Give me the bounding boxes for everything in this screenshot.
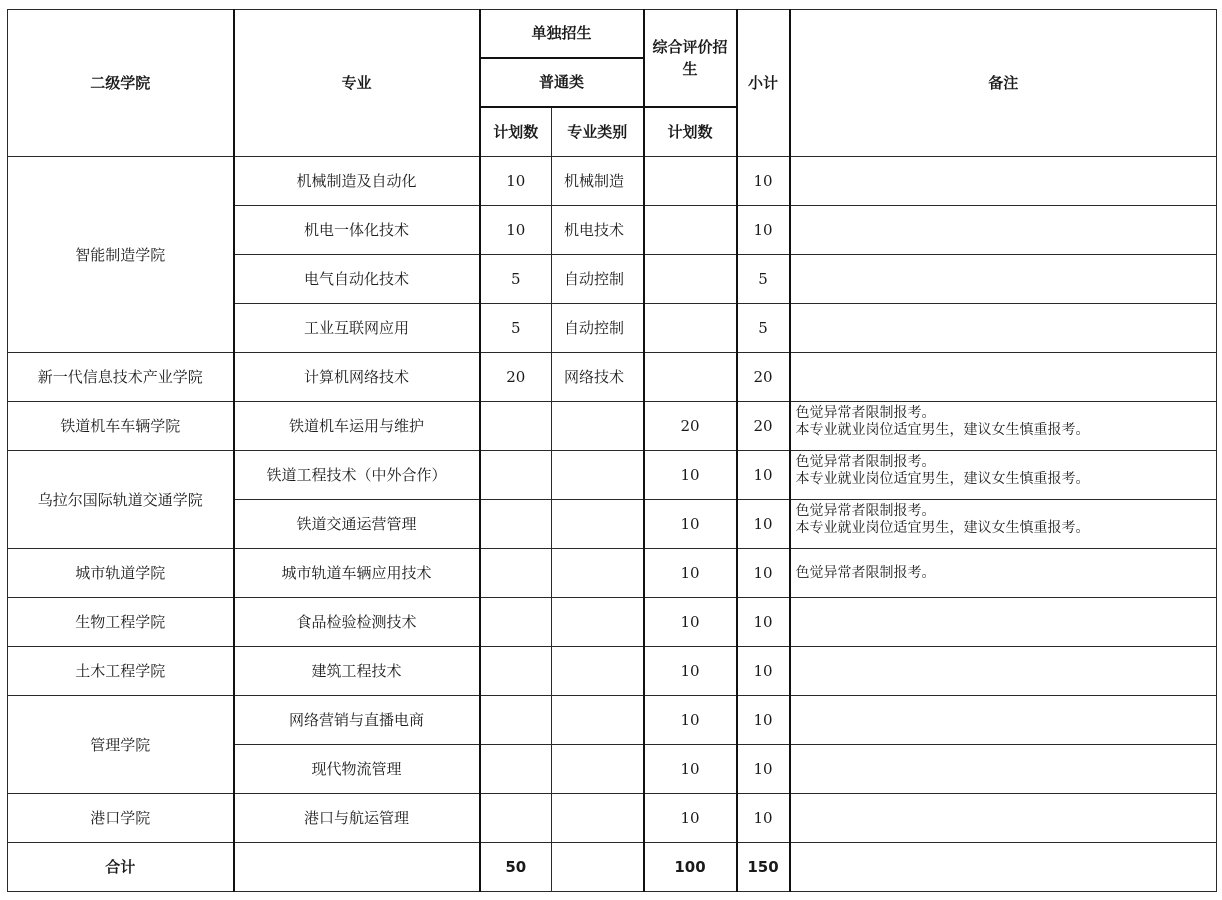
comp-cell: 10	[644, 745, 737, 794]
subtotal-cell: 10	[737, 598, 790, 647]
table-row	[8, 549, 1217, 598]
subtotal-cell: 10	[737, 157, 790, 206]
subtotal-cell: 10	[737, 745, 790, 794]
subtotal-cell: 10	[737, 794, 790, 843]
major-cell: 铁道机车运用与维护	[234, 402, 480, 451]
plan-cell: 5	[480, 304, 552, 353]
college-cell: 土木工程学院	[8, 647, 234, 696]
note-line-2: 本专业就业岗位适宜男生，建议女生慎重报考。	[795, 471, 1090, 487]
subtotal-cell: 10	[737, 696, 790, 745]
major-cell: 港口与航运管理	[234, 794, 480, 843]
major-cell: 工业互联网应用	[234, 304, 480, 353]
category-cell	[552, 598, 644, 647]
major-cell: 铁道工程技术（中外合作）	[234, 451, 480, 500]
comp-cell: 10	[644, 500, 737, 549]
plan-cell: 10	[480, 206, 552, 255]
category-cell	[552, 549, 644, 598]
note-cell	[790, 500, 1217, 549]
category-cell	[552, 451, 644, 500]
note-line-2: 本专业就业岗位适宜男生，建议女生慎重报考。	[795, 422, 1090, 438]
comp-cell: 10	[644, 647, 737, 696]
subtotal-cell: 10	[737, 549, 790, 598]
comp-cell: 10	[644, 794, 737, 843]
major-cell: 铁道交通运营管理	[234, 500, 480, 549]
major-cell: 机电一体化技术	[234, 206, 480, 255]
note-cell	[790, 353, 1217, 402]
note-cell	[790, 647, 1217, 696]
note-line-2: 本专业就业岗位适宜男生，建议女生慎重报考。	[795, 520, 1090, 536]
comp-cell	[644, 157, 737, 206]
college-cell: 新一代信息技术产业学院	[8, 353, 234, 402]
major-cell: 计算机网络技术	[234, 353, 480, 402]
note-cell	[790, 451, 1217, 500]
major-cell: 网络营销与直播电商	[234, 696, 480, 745]
note-line-1: 色觉异常者限制报考。	[795, 503, 936, 519]
table-row	[8, 647, 1217, 696]
major-cell: 城市轨道车辆应用技术	[234, 549, 480, 598]
note-line-1: 色觉异常者限制报考。	[795, 564, 936, 581]
table-row	[8, 353, 1217, 402]
plan-cell	[480, 598, 552, 647]
plan-cell	[480, 402, 552, 451]
category-cell: 机械制造	[552, 157, 644, 206]
comp-cell: 10	[644, 451, 737, 500]
category-cell	[552, 794, 644, 843]
category-cell: 机电技术	[552, 206, 644, 255]
plan-cell	[480, 696, 552, 745]
header-subtotal: 小计	[737, 10, 790, 157]
note-cell	[790, 304, 1217, 353]
plan-cell	[480, 794, 552, 843]
major-cell: 现代物流管理	[234, 745, 480, 794]
comp-cell: 10	[644, 549, 737, 598]
comp-cell	[644, 353, 737, 402]
college-cell: 城市轨道学院	[8, 549, 234, 598]
total-label: 合计	[8, 843, 234, 892]
note-cell	[790, 745, 1217, 794]
subtotal-cell: 20	[737, 402, 790, 451]
note-cell	[790, 794, 1217, 843]
header-comprehensive-plan: 计划数	[644, 107, 737, 157]
comp-cell: 10	[644, 598, 737, 647]
plan-cell	[480, 647, 552, 696]
header-comprehensive-text: 综合评价招生	[652, 37, 728, 78]
plan-cell: 20	[480, 353, 552, 402]
plan-cell	[480, 500, 552, 549]
header-general: 普通类	[480, 58, 644, 107]
note-line-1: 色觉异常者限制报考。	[795, 405, 936, 421]
college-cell: 管理学院	[8, 696, 234, 794]
plan-cell	[480, 745, 552, 794]
subtotal-cell: 10	[737, 206, 790, 255]
note-cell	[790, 206, 1217, 255]
note-cell	[790, 549, 1217, 598]
college-cell: 乌拉尔国际轨道交通学院	[8, 451, 234, 549]
subtotal-cell: 10	[737, 451, 790, 500]
subtotal-cell: 10	[737, 500, 790, 549]
college-cell: 港口学院	[8, 794, 234, 843]
note-cell	[790, 402, 1217, 451]
comp-cell	[644, 304, 737, 353]
major-cell: 食品检验检测技术	[234, 598, 480, 647]
total-note-cell	[790, 843, 1217, 892]
header-row-1	[8, 10, 1217, 58]
total-category-cell	[552, 843, 644, 892]
major-cell: 电气自动化技术	[234, 255, 480, 304]
header-single-enroll: 单独招生	[480, 10, 644, 58]
table-row	[8, 157, 1217, 206]
table-row	[8, 598, 1217, 647]
enrollment-plan-table	[7, 9, 1217, 892]
plan-cell: 5	[480, 255, 552, 304]
header-comprehensive	[644, 10, 737, 107]
total-plan: 50	[480, 843, 552, 892]
note-line-1: 色觉异常者限制报考。	[795, 454, 936, 470]
table-row	[8, 451, 1217, 500]
subtotal-cell: 5	[737, 304, 790, 353]
comp-cell	[644, 206, 737, 255]
category-cell	[552, 500, 644, 549]
college-cell: 铁道机车车辆学院	[8, 402, 234, 451]
plan-cell	[480, 451, 552, 500]
major-cell: 建筑工程技术	[234, 647, 480, 696]
college-cell: 生物工程学院	[8, 598, 234, 647]
header-college: 二级学院	[8, 10, 234, 157]
major-cell: 机械制造及自动化	[234, 157, 480, 206]
category-cell	[552, 647, 644, 696]
comp-cell: 20	[644, 402, 737, 451]
note-cell	[790, 157, 1217, 206]
header-major: 专业	[234, 10, 480, 157]
category-cell: 自动控制	[552, 255, 644, 304]
comp-cell	[644, 255, 737, 304]
header-major-category: 专业类别	[552, 107, 644, 157]
header-plan-count: 计划数	[480, 107, 552, 157]
category-cell	[552, 696, 644, 745]
table-row	[8, 794, 1217, 843]
total-comp: 100	[644, 843, 737, 892]
comp-cell: 10	[644, 696, 737, 745]
note-cell	[790, 696, 1217, 745]
category-cell: 网络技术	[552, 353, 644, 402]
category-cell	[552, 402, 644, 451]
table-row	[8, 402, 1217, 451]
table-row	[8, 696, 1217, 745]
plan-cell	[480, 549, 552, 598]
note-cell	[790, 255, 1217, 304]
header-remarks: 备注	[790, 10, 1217, 157]
subtotal-cell: 10	[737, 647, 790, 696]
category-cell: 自动控制	[552, 304, 644, 353]
total-subtotal: 150	[737, 843, 790, 892]
total-row	[8, 843, 1217, 892]
plan-cell: 10	[480, 157, 552, 206]
note-cell	[790, 598, 1217, 647]
college-cell: 智能制造学院	[8, 157, 234, 353]
category-cell	[552, 745, 644, 794]
subtotal-cell: 20	[737, 353, 790, 402]
total-major-cell	[234, 843, 480, 892]
subtotal-cell: 5	[737, 255, 790, 304]
